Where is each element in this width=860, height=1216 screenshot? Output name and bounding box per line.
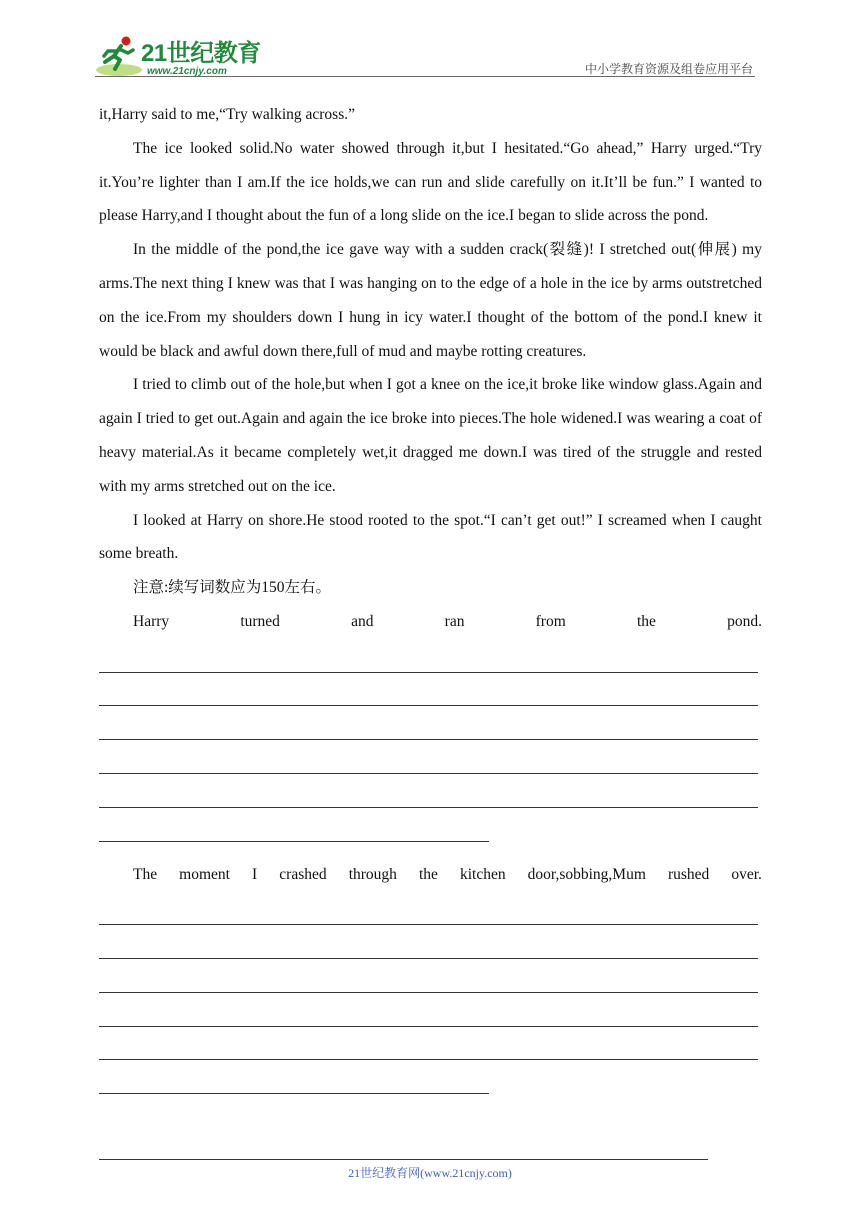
writing-line[interactable] <box>99 774 758 808</box>
passage-paragraph-4: I tried to climb out of the hole,but when I got a knee on the ice,it broke like window glass.Again and again I tried to get out.Again and again the ice broke into pieces.The hole widened.I was wearing a coat of heavy material.As it became completely wet,it dragged me down.I was tired of the struggle and rested with my arms stretched out on the ice. <box>99 376 762 495</box>
prompt-word: The <box>133 865 158 883</box>
header-divider <box>95 76 755 77</box>
platform-name: 中小学教育资源及组卷应用平台 <box>584 62 753 76</box>
writing-line-short[interactable] <box>99 808 489 842</box>
prompt-word: from <box>535 612 566 630</box>
passage-paragraph-1: it,Harry said to me,“Try walking across.” <box>99 106 355 123</box>
prompt-word: ran <box>444 612 465 630</box>
passage-paragraph-3: In the middle of the pond,the ice gave way with a sudden crack(裂缝)! I stretched out(伸展) my arms.The next thing I knew was that I was hanging on to the edge of a hole in the ice by arms outstretched on the ice.From my shoulders down I hung in icy water.I thought of the bottom of the pond.I knew it would be black and awful down there,full of mud and maybe rotting creatures. <box>99 241 762 360</box>
running-man-logo-icon <box>95 34 143 78</box>
writing-line[interactable] <box>99 1027 758 1061</box>
prompt-word: over. <box>731 865 762 883</box>
writing-line[interactable] <box>99 639 758 673</box>
prompt-word: rushed <box>667 865 710 883</box>
writing-line[interactable] <box>99 706 758 740</box>
prompt-word: turned <box>240 612 280 630</box>
page-footer: 21世纪教育网(www.21cnjy.com) <box>348 1166 512 1180</box>
prompt-word: through <box>348 865 397 883</box>
writing-line[interactable] <box>99 891 758 925</box>
logo-brand-text: 21世纪教育 <box>141 40 261 67</box>
writing-line[interactable] <box>99 740 758 774</box>
writing-line[interactable] <box>99 993 758 1027</box>
passage-paragraph-2: The ice looked solid.No water showed through it,but I hesitated.“Go ahead,” Harry urged.“Try it.You’re lighter than I am.If the ice holds,we can run and slide carefully on it.It’ll be fun.” I wanted to please Harry,and I thought about the fun of a long slide on the ice.I began to slide across the pond. <box>99 139 762 225</box>
word-count-note: 注意:续写词数应为150左右。 <box>133 579 332 597</box>
logo <box>95 34 265 78</box>
footer-divider <box>99 1159 708 1160</box>
prompt-word: I <box>252 865 258 883</box>
prompt-word: door,sobbing,Mum <box>527 865 646 883</box>
prompt-word: kitchen <box>459 865 506 883</box>
prompt-word: crashed <box>279 865 327 883</box>
continuation-prompt-1 <box>99 605 762 639</box>
prompt-word: moment <box>179 865 230 883</box>
logo-url-text: www.21cnjy.com <box>147 66 227 77</box>
writing-line[interactable] <box>99 673 758 707</box>
page-content <box>99 98 762 1094</box>
prompt-word: pond. <box>727 612 762 630</box>
writing-line[interactable] <box>99 959 758 993</box>
passage-paragraph-5: I looked at Harry on shore.He stood rooted to the spot.“I can’t get out!” I screamed when I caught some breath. <box>99 511 762 563</box>
prompt-word: the <box>636 612 656 630</box>
writing-line[interactable] <box>99 925 758 959</box>
continuation-prompt-2 <box>99 858 762 892</box>
section-gap <box>99 842 762 858</box>
prompt-word: Harry <box>133 612 170 630</box>
prompt-word: and <box>351 612 374 630</box>
page-header <box>95 28 755 78</box>
writing-line-short[interactable] <box>99 1060 489 1094</box>
prompt-word: the <box>418 865 438 883</box>
